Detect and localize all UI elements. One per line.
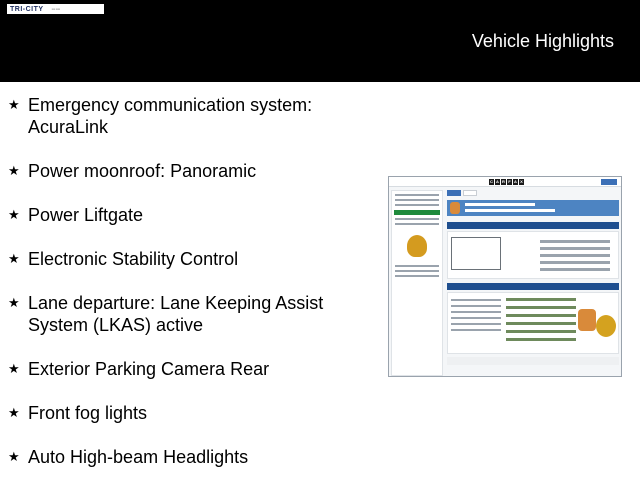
banner-line — [465, 203, 535, 206]
fox-mascot-icon — [450, 202, 460, 214]
report-tabs — [447, 190, 619, 197]
checklist-item — [506, 298, 576, 301]
logo-text: TRI-CITY — [10, 5, 44, 13]
checklist-item — [506, 330, 576, 333]
dealer-logo[interactable] — [7, 4, 104, 14]
value-badge-icon — [596, 315, 616, 337]
feature-item — [8, 94, 358, 138]
report-topbar — [389, 177, 621, 187]
value-factor — [540, 268, 610, 271]
side-line — [395, 194, 439, 196]
summary-line — [451, 299, 501, 301]
summary-line — [451, 311, 501, 313]
star-icon: ★ — [8, 295, 20, 310]
feature-text: Power Liftgate — [28, 205, 144, 225]
value-chart-box — [451, 237, 501, 270]
history-report-bar — [447, 283, 619, 290]
side-line — [395, 199, 439, 201]
carfax-badge-icon — [407, 235, 427, 257]
value-factor — [540, 240, 610, 243]
value-factor — [540, 261, 610, 264]
side-line — [395, 275, 439, 277]
report-main — [447, 190, 619, 376]
history-value-bar — [447, 222, 619, 229]
feature-item — [8, 402, 358, 424]
value-factor — [540, 247, 610, 250]
report-tab — [463, 190, 477, 196]
star-icon: ★ — [8, 449, 20, 464]
summary-line — [451, 329, 501, 331]
carfax-letter: A — [496, 179, 499, 184]
header — [0, 0, 640, 82]
feature-item — [8, 248, 358, 270]
print-button — [601, 179, 617, 185]
fox-mascot-icon — [578, 309, 596, 331]
side-line — [395, 223, 439, 225]
side-line — [395, 204, 439, 206]
history-value-panel — [447, 231, 619, 279]
side-line — [395, 270, 439, 272]
checklist-item — [506, 306, 576, 309]
star-icon: ★ — [8, 97, 20, 112]
report-banner — [447, 200, 619, 216]
side-line — [395, 218, 439, 220]
vehicle-summary — [451, 299, 501, 335]
feature-item — [8, 204, 358, 226]
report-footer — [447, 357, 619, 365]
checklist-item — [506, 338, 576, 341]
carfax-letter: A — [514, 179, 517, 184]
summary-line — [451, 323, 501, 325]
feature-text: Emergency communication system: AcuraLink — [28, 95, 313, 137]
summary-line — [451, 317, 501, 319]
feature-text: Exterior Parking Camera Rear — [28, 359, 270, 379]
checklist-item — [506, 314, 576, 317]
feature-item — [8, 160, 358, 182]
side-line — [395, 265, 439, 267]
feature-item — [8, 358, 358, 380]
value-factors-list — [540, 240, 610, 275]
carfax-logo — [489, 179, 525, 185]
feature-item — [8, 446, 358, 468]
feature-text: Front fog lights — [28, 403, 148, 423]
star-icon: ★ — [8, 207, 20, 222]
feature-text: Lane departure: Lane Keeping Assist System (LKAS) active — [28, 293, 324, 335]
logo-contact: ▪▪▪ ▪▪▪▪ — [51, 6, 60, 11]
checklist-item — [506, 322, 576, 325]
star-icon: ★ — [8, 361, 20, 376]
report-sidebar — [391, 190, 443, 376]
star-icon: ★ — [8, 251, 20, 266]
summary-line — [451, 305, 501, 307]
side-nav-active — [394, 210, 440, 215]
carfax-letter: F — [508, 179, 511, 184]
feature-text: Power moonroof: Panoramic — [28, 161, 257, 181]
report-tab — [447, 190, 461, 196]
feature-item — [8, 292, 358, 336]
feature-text: Electronic Stability Control — [28, 249, 239, 269]
star-icon: ★ — [8, 163, 20, 178]
carfax-letter: C — [490, 179, 493, 184]
feature-list — [8, 94, 358, 468]
feature-text: Auto High-beam Headlights — [28, 447, 249, 467]
carfax-letter: R — [502, 179, 505, 184]
carfax-report-image[interactable] — [388, 176, 622, 377]
star-icon: ★ — [8, 405, 20, 420]
banner-line — [465, 209, 555, 212]
page-title: Vehicle Highlights — [471, 31, 614, 51]
history-report-panel — [447, 292, 619, 354]
value-factor — [540, 254, 610, 257]
history-checklist — [506, 298, 576, 346]
carfax-letter: X — [520, 179, 523, 184]
